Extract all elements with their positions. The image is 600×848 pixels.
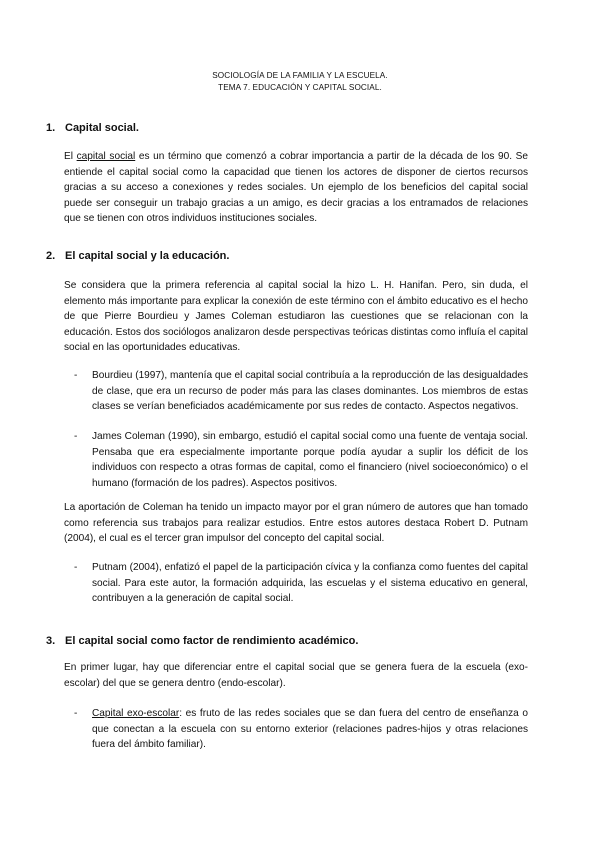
section-1-paragraph: [64, 149, 528, 227]
section-1-number: 1.: [46, 122, 56, 134]
text-run: : es fruto de las redes sociales que se dan fuera del centro de enseñanza o que conectan a la escuela con su entorno exterior (relaciones padres-hijos y otras relaciones fuera del ámbito familiar).: [92, 708, 528, 750]
exo-escolar-text: [92, 706, 528, 753]
section-3-title: El capital social como factor de rendimiento académico.: [65, 635, 359, 647]
bourdieu-text: Bourdieu (1997), mantenía que el capital social contribuía a la reproducción de las desigualdades de clase, que era un recurso de poder más para las clases dominantes. Los miembros de estas clases se verían beneficiados académicamente por sus redes de contacto. Aspectos negativos.: [92, 370, 528, 412]
section-2-putnam-paragraph: La aportación de Coleman ha tenido un impacto mayor por el gran número de autores que han tomado como referencia sus trabajos para realizar estudios. Entre estos autores destaca Robert D. Putnam (2004), el cual es el tercer gran impulsor del concepto del capital social.: [64, 502, 528, 544]
section-3-number: 3.: [46, 635, 56, 647]
bourdieu-list-item: [64, 368, 528, 415]
section-3-intro-paragraph: En primer lugar, hay que diferenciar entre el capital social que se genera fuera de la escuela (exo-escolar) del que se genera dentro (endo-escolar).: [64, 662, 528, 689]
topic-title: TEMA 7. EDUCACIÓN Y CAPITAL SOCIAL.: [218, 83, 382, 92]
coleman-text: James Coleman (1990), sin embargo, estudió el capital social como una fuente de ventaja social. Pensaba que era especialmente importante porque podía ayudar a suplir los déficit de los individuos con respecto a otras formas de capital, como el financiero (nivel socioeconómico) o el humano (formación de los padres). Aspectos positivos.: [92, 431, 528, 489]
text-run: es un término que comenzó a cobrar importancia a partir de la década de los 90. Se entiende el capital social como la capacidad que tienen los actores de disponer de ciertos recursos gracias a su acceso a conexiones y redes sociales. Un ejemplo de los beneficios del capital social puede ser conseguir un trabajo gracias a un amigo, es decir gracias a los entramados de relaciones que se tienen con otros individuos instituciones sociales.: [64, 151, 529, 224]
section-1-heading: [46, 121, 139, 135]
section-3-heading: [46, 634, 358, 648]
section-2-title: El capital social y la educación.: [65, 250, 230, 262]
exo-escolar-list-item: [64, 706, 528, 753]
section-1-title: Capital social.: [65, 122, 139, 134]
section-2-intro-paragraph: Se considera que la primera referencia al capital social la hizo L. H. Hanifan. Pero, sin duda, el elemento más importante para explicar la conexión de este término con el ámbito educativo es el hecho de que Pierre Bourdieu y James Coleman estudiaron las cuestiones que se relacionan con la educación. Estos dos sociólogos analizaron desde perspectivas teóricas distintas como influía el capital social en las oportunidades educativas.: [64, 280, 529, 353]
course-title: SOCIOLOGÍA DE LA FAMILIA Y LA ESCUELA.: [212, 71, 388, 80]
coleman-list-item: [64, 429, 528, 491]
text-run: El: [64, 151, 77, 162]
list-dash: -: [74, 431, 78, 442]
exo-escolar-term: Capital exo-escolar: [92, 708, 180, 719]
putnam-list-item: [64, 560, 528, 607]
capital-social-term: capital social: [76, 151, 136, 162]
document-header: [0, 70, 600, 94]
section-2-heading: [46, 249, 229, 263]
list-dash: -: [74, 370, 78, 381]
list-dash: -: [74, 562, 78, 573]
putnam-text: Putnam (2004), enfatizó el papel de la participación cívica y la confianza como fuentes del capital social. Para este autor, la formación adquirida, las escuelas y el sistema educativo en general, contribuyen a la generación de capital social.: [92, 562, 528, 604]
section-2-number: 2.: [46, 250, 56, 262]
list-dash: -: [74, 708, 78, 719]
